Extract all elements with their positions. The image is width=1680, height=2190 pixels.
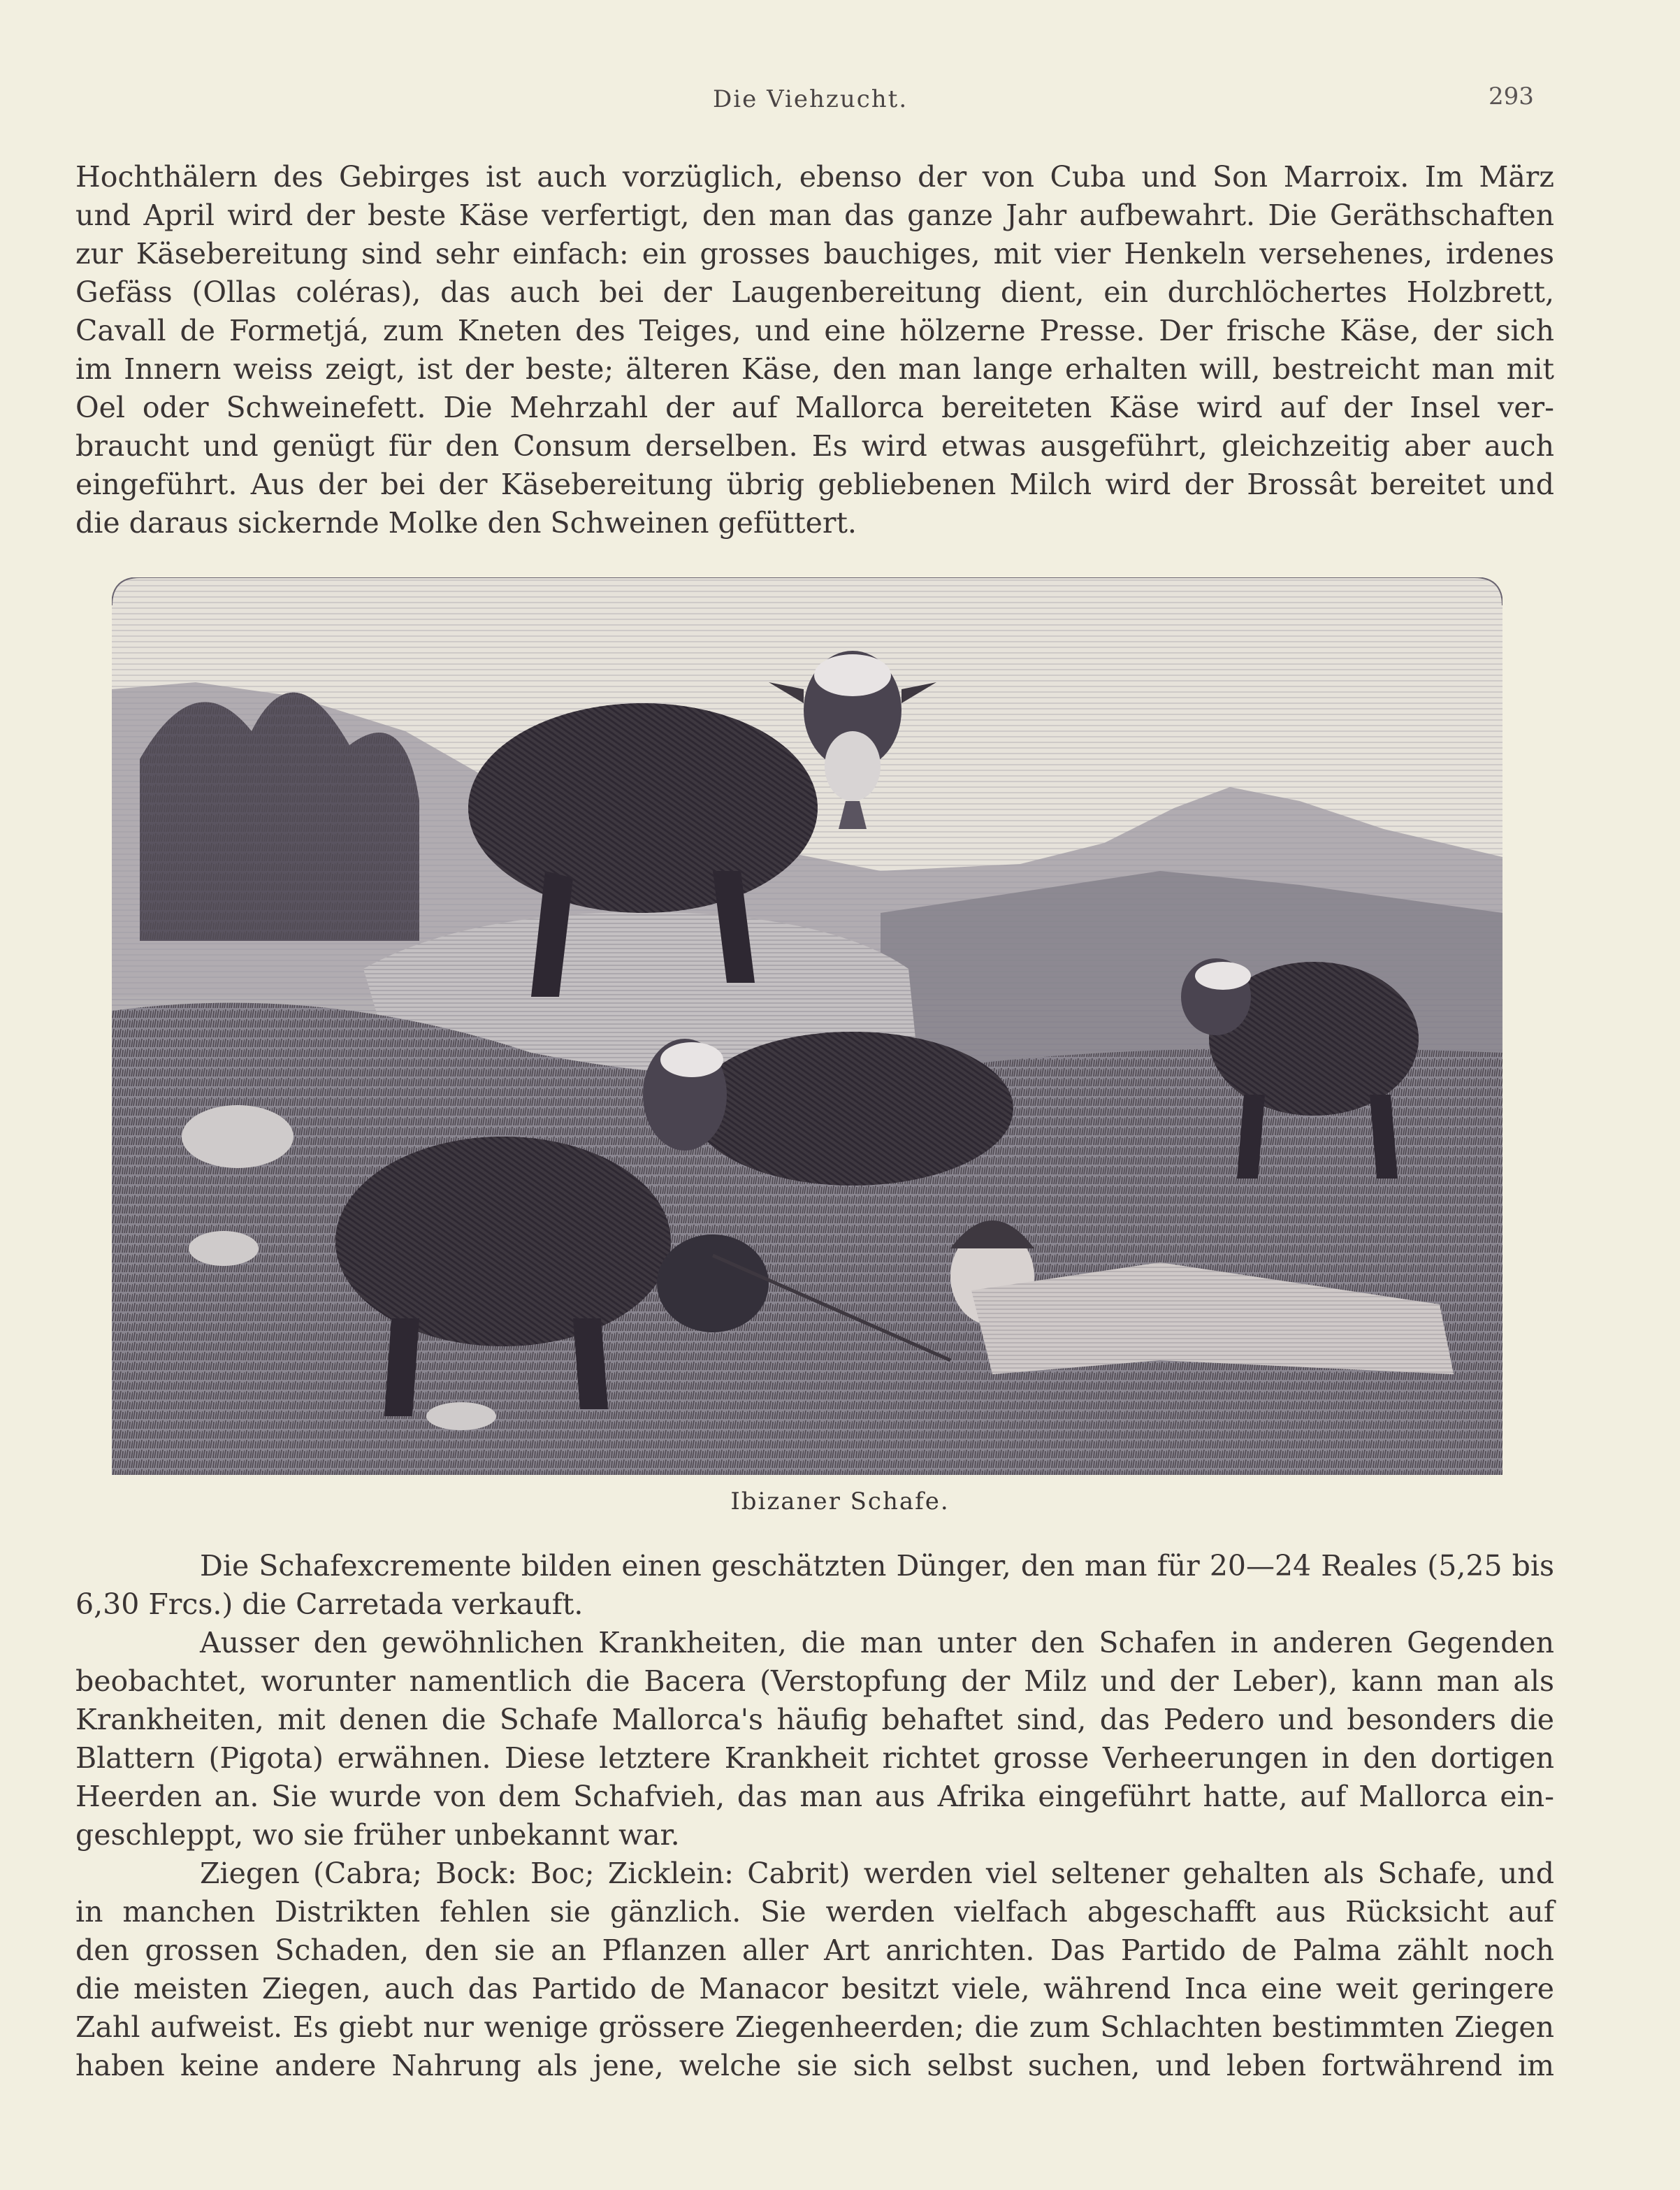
text-line: beobachtet, worunter namentlich die Bacera (Verstopfung der Milz und der Leber), kann man als bbox=[75, 1664, 1554, 1698]
text-line: Ausser den gewöhnlichen Krankheiten, die man unter den Schafen in anderen Gegenden bbox=[200, 1626, 1554, 1659]
text-line: Cavall de Formetjá, zum Kneten des Teiges, und eine hölzerne Presse. Der frische Käse, der sich bbox=[75, 314, 1554, 347]
figure-caption: Ibizaner Schafe. bbox=[730, 1487, 950, 1515]
text-line: Heerden an. Sie wurde von dem Schafvieh, das man aus Afrika eingeführt hatte, auf Mallorca ein- bbox=[75, 1780, 1554, 1813]
text-line: braucht und genügt für den Consum derselben. Es wird etwas ausgeführt, gleichzeitig aber auch bbox=[75, 429, 1554, 463]
text-line: Zahl aufweist. Es giebt nur wenige grössere Ziegenheerden; die zum Schlachten bestimmten Ziegen bbox=[75, 2010, 1554, 2044]
text-line: Krankheiten, mit denen die Schafe Mallorca's häufig behaftet sind, das Pedero und besonders die bbox=[75, 1703, 1554, 1736]
page-number: 293 bbox=[1489, 82, 1534, 110]
text-line: in manchen Distrikten fehlen sie gänzlich. Sie werden vielfach abgeschafft aus Rücksicht auf bbox=[75, 1895, 1554, 1929]
text-line: zur Käsebereitung sind sehr einfach: ein grosses bauchiges, mit vier Henkeln versehenes, irdenes bbox=[75, 237, 1554, 271]
text-line: die daraus sickernde Molke den Schweinen gefüttert. bbox=[75, 506, 857, 540]
text-line: Gefäss (Ollas coléras), das auch bei der Laugenbereitung dient, ein durchlöchertes Holzbrett, bbox=[75, 275, 1554, 309]
text-line: geschleppt, wo sie früher unbekannt war. bbox=[75, 1818, 680, 1852]
text-line: den grossen Schaden, den sie an Pflanzen aller Art anrichten. Das Partido de Palma zählt noch bbox=[75, 1933, 1554, 1967]
top-paragraph bbox=[75, 158, 1554, 542]
running-title: Die Viehzucht. bbox=[713, 85, 908, 113]
engraving-illustration bbox=[112, 577, 1502, 1475]
sheep-engraving bbox=[112, 577, 1502, 1475]
text-line: im Innern weiss zeigt, ist der beste; älteren Käse, den man lange erhalten will, bestreicht man mit bbox=[75, 352, 1554, 386]
text-line: die meisten Ziegen, auch das Partido de Manacor besitzt viele, während Inca eine weit geringere bbox=[75, 1972, 1554, 2005]
text-line: Die Schafexcremente bilden einen geschätzten Dünger, den man für 20—24 Reales (5,25 bis bbox=[200, 1549, 1554, 1583]
running-head bbox=[0, 82, 1680, 120]
text-line: eingeführt. Aus der bei der Käsebereitung übrig gebliebenen Milch wird der Brossât bereitet und bbox=[75, 468, 1554, 501]
text-line: haben keine andere Nahrung als jene, welche sie sich selbst suchen, und leben fortwährend im bbox=[75, 2049, 1554, 2082]
text-line: Oel oder Schweinefett. Die Mehrzahl der auf Mallorca bereiteten Käse wird auf der Insel ver- bbox=[75, 391, 1554, 424]
text-line: Hochthälern des Gebirges ist auch vorzüglich, ebenso der von Cuba und Son Marroix. Im März bbox=[75, 160, 1554, 194]
bottom-paragraphs bbox=[75, 1547, 1554, 2085]
text-line: und April wird der beste Käse verfertigt, den man das ganze Jahr aufbewahrt. Die Geräthschaften bbox=[75, 199, 1554, 232]
text-line: 6,30 Frcs.) die Carretada verkauft. bbox=[75, 1587, 584, 1621]
text-line: Ziegen (Cabra; Bock: Boc; Zicklein: Cabrit) werden viel seltener gehalten als Schafe, und bbox=[200, 1857, 1554, 1890]
text-line: Blattern (Pigota) erwähnen. Diese letztere Krankheit richtet grosse Verheerungen in den dortigen bbox=[75, 1741, 1554, 1775]
